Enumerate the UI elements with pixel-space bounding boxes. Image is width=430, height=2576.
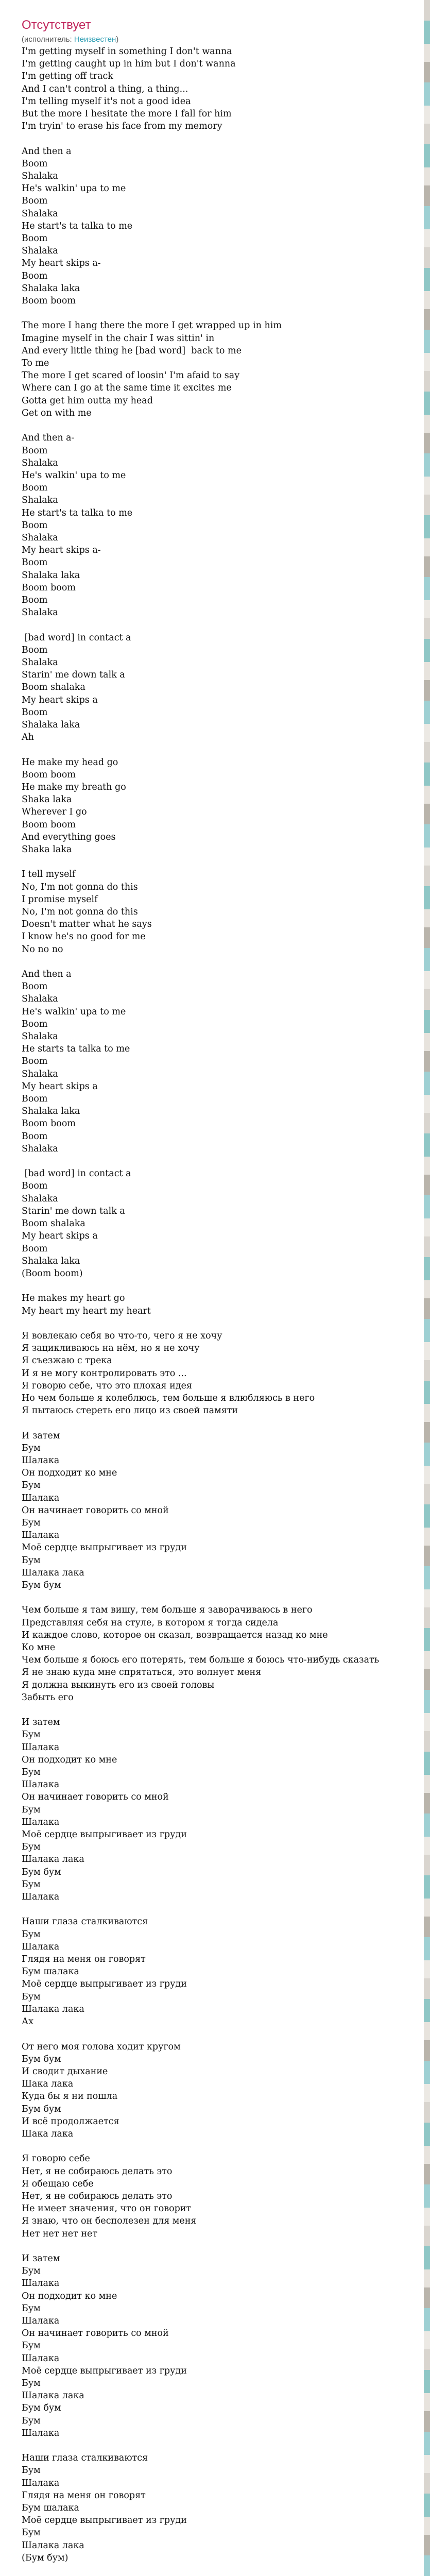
lyric-line: Shalaka [22,1031,58,1042]
lyric-line: Starin' me down talk a [22,670,125,681]
lyric-line: И всё продолжается [22,2116,119,2127]
lyric-line: Он начинает говорить со мной [22,2328,169,2339]
stanza-break [22,619,413,631]
lyric-line: My heart skips a- [22,258,101,269]
lyric-line: Бум бум [22,1580,61,1590]
lyric-line: Но чем больше я колеблюсь, тем больше я влюбляюсь в него [22,1393,315,1403]
lyric-line: He's walkin' upa to me [22,470,126,481]
lyric-line: Шалака [22,1892,60,1903]
lyric-line: Shalaka [22,607,58,618]
lyric-line: Шалака лака [22,1854,84,1865]
song-title: Отсутствует [22,18,91,32]
lyric-line: My heart skips a [22,1231,98,1242]
lyric-line: Шака лака [22,2079,74,2090]
lyric-line: I'm telling myself it's not a good idea [22,96,191,107]
lyric-line: Бум [22,2341,41,2351]
lyric-line: Шалака [22,1941,60,1952]
lyric-line: Shalaka [22,532,58,543]
lyric-line: Я зацикливаюсь на нём, но я не хочу [22,1343,200,1354]
lyric-line: Шалака [22,1530,60,1541]
lyric-line: Shalaka [22,246,58,257]
lyric-line: Shalaka [22,171,58,182]
lyric-line: Я знаю, что он бесполезен для меня [22,2216,197,2227]
lyric-line: Он подходит ко мне [22,2291,117,2301]
lyric-line: И сводит дыхание [22,2066,108,2077]
lyric-line: Бум [22,1443,41,1453]
lyric-line: Нет, я не собираюсь делать это [22,2191,173,2201]
stanza-break [22,1591,413,1604]
lyric-line: Бум [22,2378,41,2388]
lyric-line: He start's ta talka to me [22,221,133,231]
lyric-line: My heart my heart my heart [22,1306,151,1316]
lyric-line: Моё сердце выпрыгивает из груди [22,2515,187,2526]
lyric-line: Он начинает говорить со мной [22,1505,169,1516]
lyric-line: Where can I go at the same time it excites me [22,383,232,394]
lyric-line: Бум [22,1730,41,1740]
stanza-break [22,2140,413,2153]
lyric-line: (Бум бум) [22,2552,68,2563]
lyric-line: He makes my heart go [22,1293,125,1304]
lyric-line: My heart skips a- [22,545,101,556]
lyrics-page [22,16,413,2576]
lyric-line: Шалака [22,2353,60,2364]
lyric-line: He make my head go [22,757,118,768]
lyric-line: Я не знаю куда мне спрятаться, это волнует меня [22,1667,262,1678]
lyric-line: Бум [22,1879,41,1890]
lyric-line: Шака лака [22,2128,74,2139]
lyric-line: Бум [22,1804,41,1815]
lyric-line: Я обещаю себе [22,2178,94,2189]
lyric-line: But the more I hesitate the more I fall for him [22,109,232,120]
lyric-line: Бум бум [22,2403,61,2414]
lyric-line: Шалака [22,2478,60,2488]
lyric-line: Boom [22,196,48,207]
lyric-line: No no no [22,944,63,955]
lyric-line: И каждое слово, которое он сказал, возвращается назад ко мне [22,1630,328,1640]
lyric-line: Boom boom [22,819,76,830]
lyric-line: And then a [22,969,72,980]
stanza-break [22,307,413,319]
lyric-line: Shalaka [22,657,58,668]
stanza-break [22,2439,413,2452]
lyric-line: I'm getting off track [22,71,113,82]
lyric-line: Шалака [22,2278,60,2289]
lyric-line: Бум бум [22,2054,61,2064]
lyric-line: To me [22,358,49,369]
lyric-line: Бум [22,1929,41,1940]
lyric-line: Нет нет нет нет [22,2228,98,2239]
lyric-line: Shaka laka [22,794,72,805]
lyric-line: Представляя себя на стуле, в котором я тогда сидела [22,1617,279,1628]
lyric-line: Boom shalaka [22,682,85,693]
lyric-line: Бум [22,2465,41,2476]
lyric-line: Забыть его [22,1692,74,1703]
lyric-line: Gotta get him outta my head [22,395,153,406]
stanza-break [22,1155,413,1167]
lyric-line: Shalaka laka [22,283,80,294]
lyric-line: И затем [22,1430,60,1441]
lyric-line: Shalaka laka [22,1256,80,1266]
lyric-line: Моё сердце выпрыгивает из груди [22,1829,187,1840]
stanza-break [22,419,413,432]
lyric-line: Shalaka laka [22,570,80,581]
lyric-line: Boom [22,1094,48,1105]
lyric-line: Бум шалака [22,2503,79,2514]
lyric-line: I know he's no good for me [22,931,146,942]
lyric-line: And then a [22,146,72,157]
lyric-line: Бум бум [22,1867,61,1877]
stanza-break [22,2028,413,2040]
artist-link[interactable]: Неизвестен [74,35,116,44]
lyric-line: (Boom boom) [22,1268,83,1279]
lyric-line: And everything goes [22,832,116,842]
stanza-break [22,1280,413,1292]
artist-suffix: ) [116,35,119,44]
stanza-break [22,956,413,968]
lyric-line: Boom [22,233,48,244]
lyric-line: No, I'm not gonna do this [22,907,138,918]
lyric-line: Boom [22,445,48,456]
lyric-line: [bad word] in contact a [22,632,131,643]
lyric-line: And every little thing he [bad word] back to me [22,345,242,356]
lyric-line: Бум [22,1517,41,1528]
lyric-line: От него моя голова ходит кругом [22,2041,181,2052]
lyric-line: Глядя на меня он говорят [22,2490,146,2501]
lyric-line: Shalaka [22,1193,58,1204]
lyric-line: Нет, я не собираюсь делать это [22,2166,173,2177]
lyric-line: Шалака [22,1817,60,1827]
lyric-line: I'm getting caught up in him but I don't wanna [22,59,236,70]
lyric-line: Ah [22,732,34,743]
lyric-line: Wherever I go [22,807,87,818]
lyric-line: Чем больше я боюсь его потерять, тем больше я боюсь что-нибудь сказать [22,1655,380,1666]
lyric-line: And I can't control a thing, a thing... [22,83,188,94]
lyric-line: И затем [22,1717,60,1728]
lyric-line: Ко мне [22,1642,56,1653]
stanza-break [22,2564,413,2576]
lyric-line: Глядя на меня он говорят [22,1954,146,1965]
stanza-break [22,2240,413,2252]
lyric-line: Boom [22,707,48,718]
lyric-line: I promise myself [22,894,98,905]
lyric-line: Шалака [22,1780,60,1790]
lyric-line: Наши глаза сталкиваются [22,1917,148,1927]
artist-prefix: (исполнитель: [22,35,74,44]
lyric-line: Бум [22,1555,41,1566]
lyric-line: I tell myself [22,869,76,880]
lyric-line: Shalaka [22,495,58,506]
stanza-break [22,856,413,868]
lyric-line: Я вовлекаю себя во что-то, чего я не хочу [22,1330,222,1341]
lyric-line: Шалака лака [22,2391,84,2401]
stanza-break [22,1903,413,1916]
lyric-line: Шалака лака [22,1567,84,1578]
lyric-line: Get on with me [22,408,92,418]
lyric-line: I'm getting myself in something I don't wanna [22,46,232,57]
lyric-line: Он подходит ко мне [22,1468,117,1479]
lyric-line: Шалака [22,1455,60,1466]
lyric-line: Boom boom [22,582,76,593]
lyric-line: No, I'm not gonna do this [22,882,138,892]
lyric-line: Boom [22,1181,48,1192]
lyrics-text [22,45,413,2576]
lyric-line: Shalaka [22,208,58,219]
lyric-line: He make my breath go [22,782,126,792]
lyric-line: Doesn't matter what he says [22,919,152,930]
lyric-line: Не имеет значения, что он говорит [22,2204,192,2214]
lyric-line: Чем больше я там вишу, тем больше я заворачиваюсь в него [22,1605,313,1616]
lyric-line: Boom [22,1056,48,1067]
lyric-line: Бум бум [22,2104,61,2114]
lyric-line: Shaka laka [22,844,72,855]
stanza-break [22,1417,413,1429]
lyric-line: Shalaka [22,1143,58,1154]
lyric-line: He's walkin' upa to me [22,183,126,194]
lyric-line: Моё сердце выпрыгивает из груди [22,2365,187,2376]
lyric-line: Boom [22,557,48,568]
lyric-line: Ах [22,2016,34,2027]
lyric-line: Он подходит ко мне [22,1754,117,1765]
lyric-line: Он начинает говорить со мной [22,1792,169,1803]
lyric-line: Куда бы я ни пошла [22,2091,118,2102]
lyric-line: Шалака [22,2315,60,2326]
lyric-line: Моё сердце выпрыгивает из груди [22,1979,187,1990]
lyric-line: Boom boom [22,296,76,307]
lyric-line: And then a- [22,433,75,444]
lyric-line: Я пытаюсь стереть его лицо из своей памяти [22,1405,238,1416]
lyric-line: Boom [22,1019,48,1029]
lyric-line: He's walkin' upa to me [22,1006,126,1017]
lyric-line: Boom [22,483,48,494]
lyric-line: My heart skips a [22,694,98,705]
lyric-line: Boom boom [22,1118,76,1129]
lyric-line: Boom shalaka [22,1218,85,1229]
lyric-line: Наши глаза сталкиваются [22,2453,148,2464]
lyric-line: Бум [22,2415,41,2426]
artist-line [22,35,413,44]
lyric-line: Бум [22,1767,41,1778]
lyric-line: Бум [22,2528,41,2538]
stanza-break [22,1317,413,1330]
lyric-line: Шалака лака [22,2004,84,2014]
lyric-line: Shalaka laka [22,719,80,730]
lyric-line: He starts ta talka to me [22,1044,130,1055]
lyric-line: My heart skips a [22,1081,98,1092]
lyric-line: Бум [22,1480,41,1491]
lyric-line: Boom [22,270,48,281]
lyric-line: Boom boom [22,769,76,780]
lyric-line: И затем [22,2253,60,2264]
lyric-line: Boom [22,158,48,169]
lyric-line: Я должна выкинуть его из своей головы [22,1680,215,1690]
lyric-line: The more I get scared of loosin' I'm afaid to say [22,370,240,381]
lyric-line: Шалака лака [22,2540,84,2551]
lyric-line: Boom [22,520,48,531]
lyric-line: Я съезжаю с трека [22,1355,112,1366]
lyric-line: Бум [22,2266,41,2277]
lyric-line: Shalaka [22,1069,58,1079]
lyric-line: Boom [22,645,48,655]
lyric-line: Шалака [22,1493,60,1503]
lyric-line: He start's ta talka to me [22,507,133,518]
lyric-line: Boom [22,981,48,992]
lyric-line: [bad word] in contact a [22,1168,131,1179]
lyric-line: Boom [22,1131,48,1142]
lyric-line: I'm tryin' to erase his face from my memory [22,121,222,132]
lyric-line: Бум [22,1842,41,1853]
lyric-line: Моё сердце выпрыгивает из груди [22,1543,187,1553]
lyric-line: Imagine myself in the chair I was sittin' in [22,333,215,344]
lyric-line: Boom [22,595,48,605]
lyric-line: Boom [22,1243,48,1254]
lyric-line: Бум [22,1991,41,2002]
decorative-side-pattern [424,0,430,2576]
lyric-line: Я говорю себе, что это плохая идея [22,1380,192,1391]
stanza-break [22,132,413,145]
stanza-break [22,1704,413,1716]
lyric-line: Бум [22,2303,41,2314]
lyric-line: И я не могу контролировать это ... [22,1368,187,1379]
lyric-line: Шалака [22,2428,60,2438]
lyric-line: Шалака [22,1742,60,1753]
lyric-line: Бум шалака [22,1967,79,1977]
lyric-line: Shalaka laka [22,1106,80,1117]
lyric-line: Я говорю себе [22,2154,90,2164]
lyric-line: Starin' me down talk a [22,1206,125,1216]
lyric-line: Shalaka [22,994,58,1005]
stanza-break [22,743,413,756]
lyric-line: The more I hang there the more I get wrapped up in him [22,320,282,331]
lyric-line: Shalaka [22,457,58,468]
